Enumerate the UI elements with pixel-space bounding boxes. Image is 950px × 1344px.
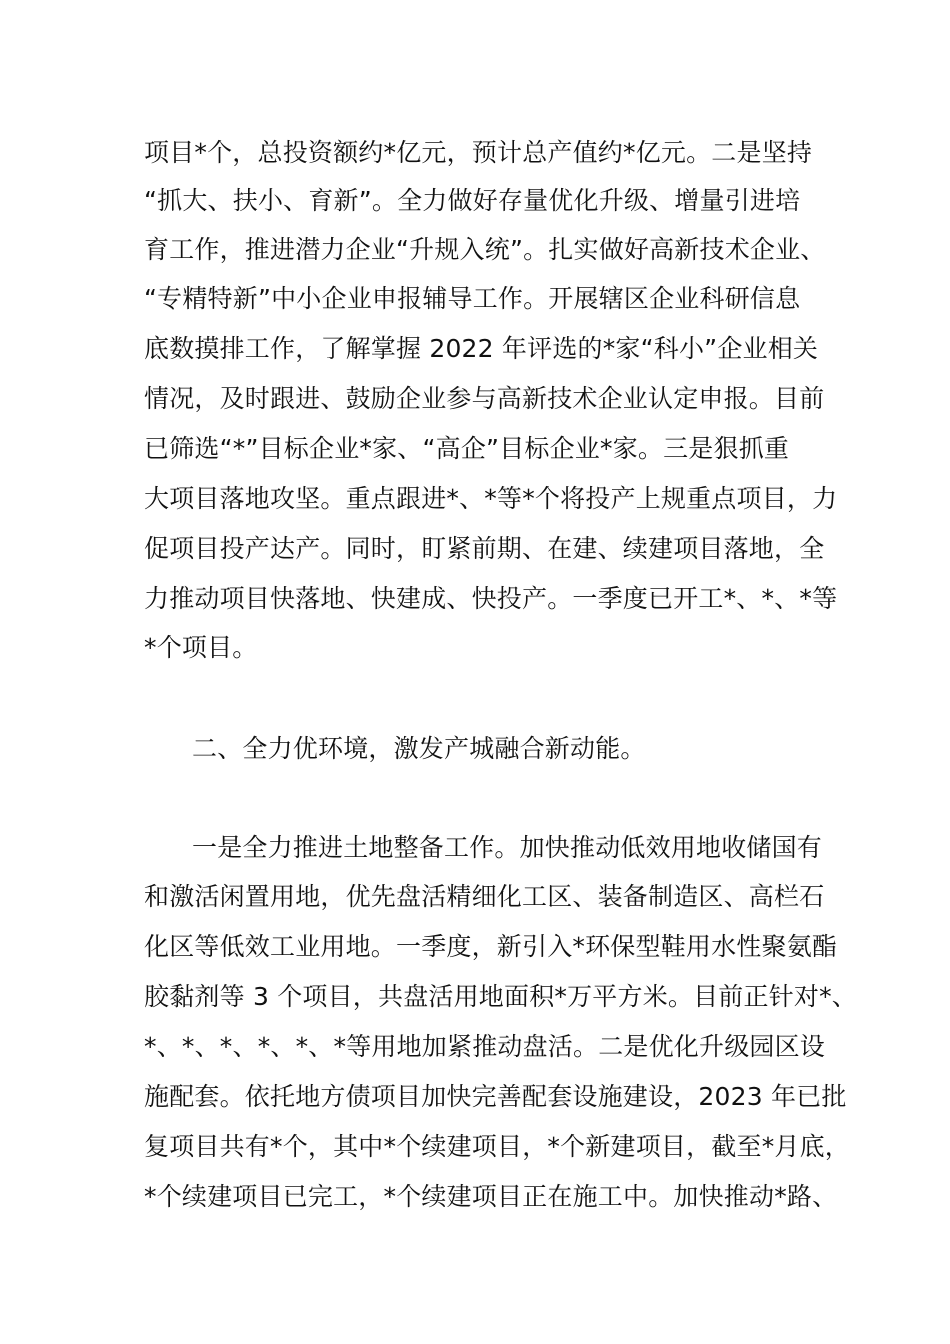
paragraph-line: 力推动项目快落地、快建成、快投产。一季度已开工*、*、*等 <box>144 584 838 613</box>
paragraph-line: 促项目投产达产。同时，盯紧前期、在建、续建项目落地，全 <box>144 534 825 563</box>
paragraph-line: 育工作，推进潜力企业“升规入统”。扎实做好高新技术企业、 <box>144 235 826 264</box>
paragraph-line: 复项目共有*个，其中*个续建项目，*个新建项目，截至*月底， <box>144 1132 851 1161</box>
paragraph-line: 已筛选“*”目标企业*家、“高企”目标企业*家。三是狠抓重 <box>144 434 790 463</box>
paragraph-line: 一是全力推进土地整备工作。加快推动低效用地收储国有 <box>192 833 823 862</box>
paragraph-line: 和激活闲置用地，优先盘活精细化工区、装备制造区、高栏石 <box>144 882 825 911</box>
paragraph-line: *、*、*、*、*、*等用地加紧推动盘活。二是优化升级园区设 <box>144 1032 826 1061</box>
paragraph-line: *个续建项目已完工，*个续建项目正在施工中。加快推动*路、 <box>144 1182 838 1211</box>
section-heading: 二、全力优环境，激发产城融合新动能。 <box>192 734 646 763</box>
paragraph-line: 施配套。依托地方债项目加快完善配套设施建设，2023 年已批 <box>144 1082 847 1111</box>
paragraph-line: “专精特新”中小企业申报辅导工作。开展辖区企业科研信息 <box>144 284 801 313</box>
paragraph-line: 化区等低效工业用地。一季度，新引入*环保型鞋用水性聚氨酯 <box>144 932 838 961</box>
paragraph-line: 底数摸排工作，了解掌握 2022 年评选的*家“科小”企业相关 <box>144 334 819 363</box>
paragraph-line: 大项目落地攻坚。重点跟进*、*等*个将投产上规重点项目，力 <box>144 484 838 513</box>
paragraph-line: “抓大、扶小、育新”。全力做好存量优化升级、增量引进培 <box>144 186 801 215</box>
paragraph-line: 胶黏剂等 3 个项目，共盘活用地面积*万平方米。目前正针对*、 <box>144 982 858 1011</box>
paragraph-line: 项目*个，总投资额约*亿元，预计总产值约*亿元。二是坚持 <box>144 138 813 167</box>
paragraph-line: 情况，及时跟进、鼓励企业参与高新技术企业认定申报。目前 <box>144 384 825 413</box>
paragraph-line: *个项目。 <box>144 633 258 662</box>
